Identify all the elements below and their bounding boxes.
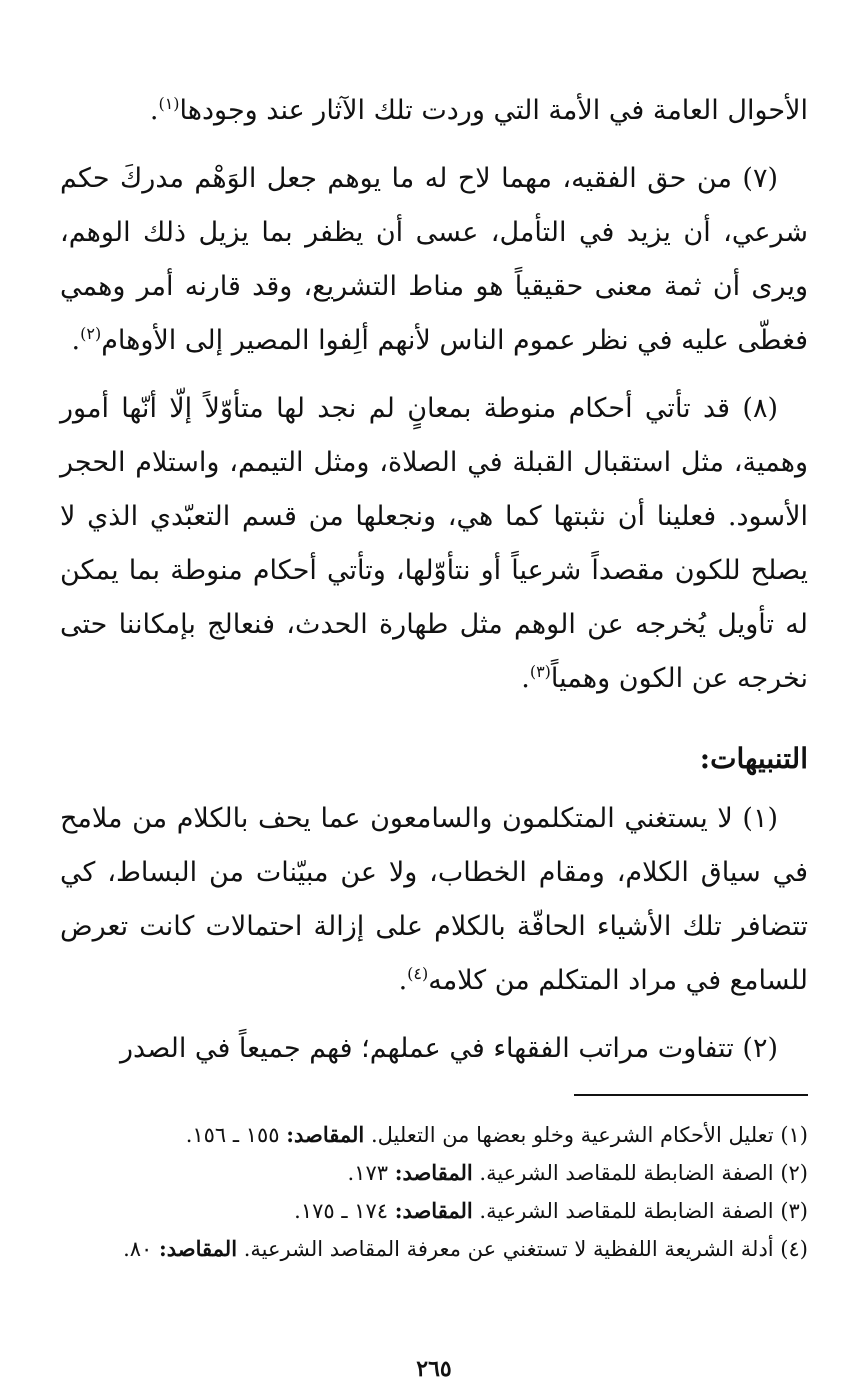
paragraph-tail: . [71, 325, 81, 356]
footnote-source-label: المقاصد: [159, 1236, 238, 1261]
paragraph-text: (٨) قد تأتي أحكام منوطة بمعانٍ لم نجد لها متأوّلاً إلّا أنّها أمور وهمية، مثل استقبال القبلة في الصلاة، ومثل التيمم، واستلام الحجر الأسود. فعلينا أن نثبتها كما هي، ونجعلها من قسم التعبّدي الذي لا يصلح للكون مقصداً شرعياً أو نتأوّلها، وتأتي أحكام منوطة بما يمكن له تأويل يُخرجه عن الوهم مثل طهارة الحدث، فنعالج بإمكاننا حتى نخرجه عن الكون وهمياً [60, 393, 808, 694]
footnote-1 [60, 1116, 808, 1154]
paragraph-tail: . [521, 663, 530, 694]
footnote-text: (٤) أدلة الشريعة اللفظية لا تستغني عن معرفة المقاصد الشرعية. [237, 1237, 808, 1261]
paragraph-item-8 [60, 382, 808, 706]
footnote-source-label: المقاصد: [286, 1122, 365, 1147]
footnote-text: (١) تعليل الأحكام الشرعية وخلو بعضها من التعليل. [364, 1123, 808, 1147]
note-item-2 [60, 1022, 808, 1076]
paragraph-continuation [60, 84, 808, 138]
footnote-marker: (١) [158, 94, 180, 113]
paragraph-text: (٧) من حق الفقيه، مهما لاح له ما يوهم جعل الوَهْم مدركَ حكم شرعي، أن يزيد في التأمل، عسى أن يظفر بما يزيل ذلك الوهم، ويرى أن ثمة معنى حقيقياً هو مناط التشريع، وقد قارنه أمر وهمي فغطّى عليه في نظر عموم الناس لأنهم ألِفوا المصير إلى الأوهام [60, 163, 808, 356]
footnote-text: (٢) الصفة الضابطة للمقاصد الشرعية. [472, 1161, 808, 1185]
footnote-2 [60, 1154, 808, 1192]
section-heading: التنبيهات: [699, 742, 808, 775]
footnotes [60, 1116, 808, 1268]
note-tail: . [398, 965, 408, 996]
footnote-marker: (٤) [407, 964, 429, 983]
footnote-source-label: المقاصد: [394, 1198, 473, 1223]
footnote-text: (٣) الصفة الضابطة للمقاصد الشرعية. [472, 1199, 808, 1223]
note-text: (٢) تتفاوت مراتب الفقهاء في عملهم؛ فهم جميعاً في الصدر [120, 1033, 778, 1064]
note-text: (١) لا يستغني المتكلمون والسامعون عما يحف بالكلام من ملامح في سياق الكلام، ومقام الخطاب، ولا عن مبيّنات من البساط، كي تتضافر تلك الأشياء الحافّة بالكلام على إزالة احتمالات كانت تعرض للسامع في مراد المتكلم من كلامه [60, 803, 808, 996]
paragraph-text: الأحوال العامة في الأمة التي وردت تلك الآثار عند وجودها [179, 95, 808, 126]
paragraph-tail: . [149, 95, 159, 126]
footnote-pages: ١٧٣. [347, 1161, 395, 1185]
footnote-pages: ١٥٥ ـ ١٥٦. [185, 1123, 287, 1147]
footnote-marker: (٢) [80, 324, 102, 343]
page-body [60, 84, 808, 1380]
footnote-3 [60, 1192, 808, 1230]
footnote-marker: (٣) [529, 662, 551, 681]
footnote-pages: ٨٠. [123, 1237, 160, 1261]
page-number: ٢٦٥ [416, 1356, 452, 1382]
footnote-4 [60, 1230, 808, 1268]
footnote-separator [574, 1094, 808, 1096]
paragraph-item-7 [60, 152, 808, 368]
footnote-source-label: المقاصد: [394, 1160, 473, 1185]
note-item-1 [60, 792, 808, 1008]
footnote-pages: ١٧٤ ـ ١٧٥. [294, 1199, 395, 1223]
